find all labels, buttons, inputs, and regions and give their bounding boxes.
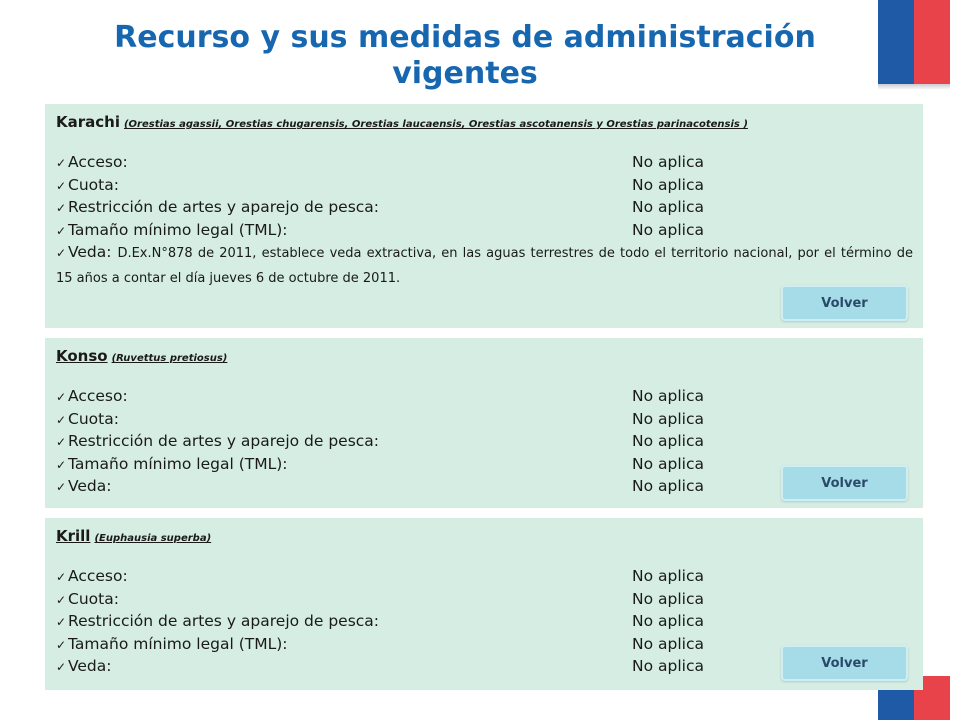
species-scientific-name: (Orestias agassii, Orestias chugarensis, Orestias laucaensis, Orestias ascotanensis y Orestias parinacotensis ) [123,119,748,130]
measure-value: No aplica [632,477,704,495]
measure-label: Veda: [68,243,112,261]
volver-button[interactable]: Volver [781,465,908,501]
species-scientific-name: (Euphausia superba) [94,533,212,544]
veda-text: D.Ex.N°878 de 2011, establece veda extractiva, en las aguas terrestres de todo el territorio nacional, por el término de 15 años a contar el día jueves 6 de octubre de 2011. [56,246,914,286]
measure-value: No aplica [632,198,704,216]
measure-label: Restricción de artes y aparejo de pesca: [68,432,380,450]
measure-value: No aplica [632,589,704,608]
measure-label: Acceso: [68,153,128,171]
measure-label: Tamaño mínimo legal (TML): [68,454,288,473]
panel-title [56,346,913,369]
check-icon: ✓ [56,435,67,449]
list-item [56,408,913,431]
measure-value: No aplica [632,567,704,585]
species-name: Konso [56,347,108,365]
list-item [56,565,913,588]
measure-value: No aplica [632,634,704,653]
measures-list [56,151,913,241]
species-name: Krill [56,527,91,545]
measure-label: Acceso: [68,387,128,405]
check-icon: ✓ [56,223,67,238]
panel-title [56,112,913,135]
check-icon: ✓ [56,457,67,472]
measure-value: No aplica [632,454,704,473]
measure-value: No aplica [632,612,704,630]
veda-description [56,241,913,290]
list-item [56,385,913,408]
measure-value: No aplica [632,387,704,405]
measure-label: Restricción de artes y aparejo de pesca: [68,198,380,216]
check-icon: ✓ [56,660,67,674]
panel-title [56,526,913,549]
list-item [56,196,913,219]
measure-value: No aplica [632,409,704,428]
measure-value: No aplica [632,432,704,450]
list-item [56,610,913,633]
list-item [56,430,913,453]
measure-label: Cuota: [68,589,119,608]
measure-value: No aplica [632,175,704,194]
check-icon: ✓ [56,178,67,193]
check-icon: ✓ [56,246,67,260]
check-icon: ✓ [56,412,67,427]
list-item [56,219,913,242]
measure-label: Tamaño mínimo legal (TML): [68,634,288,653]
measure-value: No aplica [632,657,704,675]
species-name: Karachi [56,113,120,131]
measure-label: Veda: [68,477,112,495]
check-icon: ✓ [56,480,67,494]
check-icon: ✓ [56,615,67,629]
species-scientific-name: (Ruvettus pretiosus) [111,353,228,364]
measure-label: Acceso: [68,567,128,585]
volver-button[interactable]: Volver [781,645,908,681]
check-icon: ✓ [56,156,67,170]
page-title: Recurso y sus medidas de administración vigentes [114,20,816,91]
check-icon: ✓ [56,637,67,652]
measure-value: No aplica [632,153,704,171]
flag-red-top [914,0,950,84]
list-item [56,174,913,197]
measure-value: No aplica [632,220,704,239]
check-icon: ✓ [56,201,67,215]
flag-blue-top [878,0,914,84]
measure-label: Cuota: [68,409,119,428]
check-icon: ✓ [56,592,67,607]
measure-label: Veda: [68,657,112,675]
measure-label: Restricción de artes y aparejo de pesca: [68,612,380,630]
list-item [56,588,913,611]
check-icon: ✓ [56,390,67,404]
check-icon: ✓ [56,570,67,584]
volver-button[interactable]: Volver [781,285,908,321]
list-item [56,151,913,174]
measure-label: Tamaño mínimo legal (TML): [68,220,288,239]
flag-shadow [878,84,950,90]
measure-label: Cuota: [68,175,119,194]
